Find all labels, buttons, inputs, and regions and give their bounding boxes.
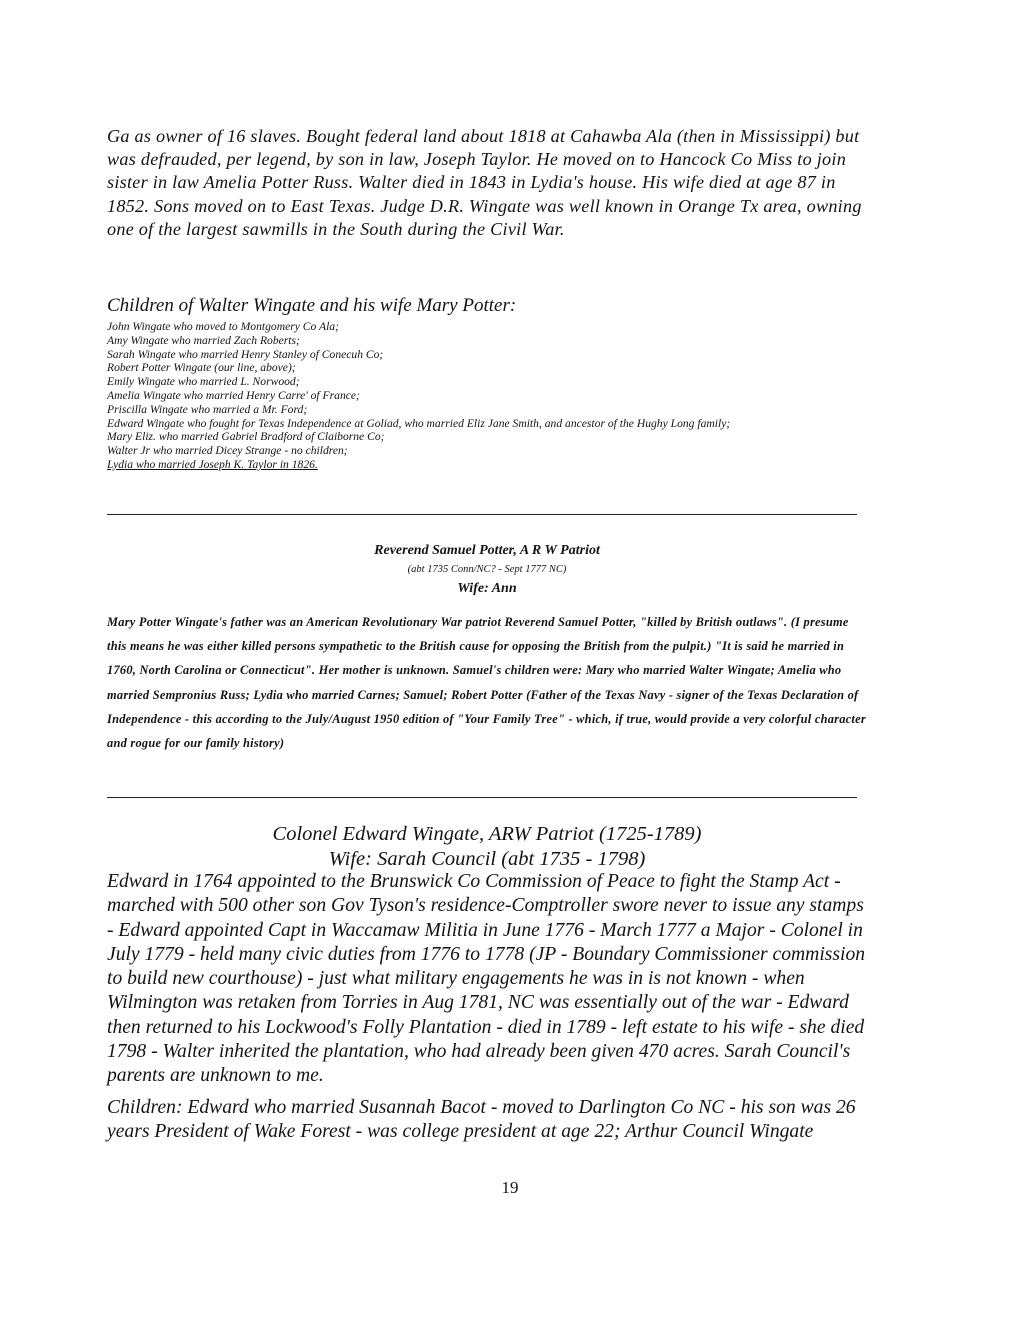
potter-body: Mary Potter Wingate's father was an American Revolutionary War patriot Reverend Samuel Potter, "killed by British outlaws". (I presume this means he was either killed persons sympathetic to the British cause for opposing the British from the pulpit.) "It is said he married in 1760, North Carolina or Connecticut". Her mother is unknown. Samuel's children were: Mary who married Walter Wingate; Amelia who married Sempronius Russ; Lydia who married Carnes; Samuel; Robert Potter (Father of the Texas Navy - signer of the Texas Declaration of Independence - this according to the July/August 1950 edition of "Your Family Tree" - which, if true, would provide a very colorful character and rogue for our family history) xyxy=(107,615,866,751)
potter-section xyxy=(107,540,867,755)
potter-wife: Wife: Ann xyxy=(457,581,517,596)
edward-body: Edward in 1764 appointed to the Brunswick Co Commission of Peace to fight the Stamp Act - marched with 500 other son Gov Tyson's residence-Comptroller swore never to issue any stamps - Edward appointed Capt in Waccamaw Militia in June 1776 - March 1777 a Major - Colonel in July 1779 - held many civic duties from 1776 to 1778 (JP - Boundary Commissioner commission to build new courthouse) - just what military engagements he was in is not known - when Wilmington was retaken from Torries in Aug 1781, NC was essentially out of the war - Edward then returned to his Lockwood's Folly Plantation - died in 1789 - left estate to his wife - she died 1798 - Walter inherited the plantation, who had already been given 470 acres. Sarah Council's parents are unknown to me. xyxy=(107,871,866,1087)
list-item: Edward Wingate who fought for Texas Independence at Goliad, who married Eliz Jane Smith, and ancestor of the Hughy Long family; xyxy=(107,416,731,430)
list-item: Walter Jr who married Dicey Strange - no children; xyxy=(107,444,348,458)
children-walter-title: Children of Walter Wingate and his wife Mary Potter: xyxy=(107,295,517,316)
children-walter-list xyxy=(107,320,867,472)
list-item: Lydia who married Joseph K. Taylor in 1826. xyxy=(107,457,318,471)
list-item: Robert Potter Wingate (our line, above); xyxy=(107,361,296,375)
potter-heading: Reverend Samuel Potter, A R W Patriot xyxy=(374,543,600,558)
list-item: Sarah Wingate who married Henry Stanley of Conecuh Co; xyxy=(107,347,384,361)
list-item: Amy Wingate who married Zach Roberts; xyxy=(107,333,300,347)
list-item: Priscilla Wingate who married a Mr. Ford; xyxy=(107,402,308,416)
list-item: Amelia Wingate who married Henry Carre' of France; xyxy=(107,388,360,402)
edward-header xyxy=(107,822,867,872)
list-item: Mary Eliz. who married Gabriel Bradford of Claiborne Co; xyxy=(107,430,385,444)
list-item: Emily Wingate who married L. Norwood; xyxy=(107,375,300,389)
edward-wife: Wife: Sarah Council (abt 1735 - 1798) xyxy=(328,848,646,870)
page-number: 19 xyxy=(501,1178,519,1197)
intro-paragraph: Ga as owner of 16 slaves. Bought federal land about 1818 at Cahawba Ala (then in Mississippi) but was defrauded, per legend, by son in law, Joseph Taylor. He moved on to Hancock Co Miss to join sister in law Amelia Potter Russ. Walter died in 1843 in Lydia's house. His wife died at age 87 in 1852. Sons moved on to East Texas. Judge D.R. Wingate was well known in Orange Tx area, owning one of the largest sawmills in the South during the Civil War. xyxy=(107,126,862,239)
edward-children: Children: Edward who married Susannah Bacot - moved to Darlington Co NC - his son was 26 years President of Wake Forest - was college president at age 22; Arthur Council Wingate xyxy=(107,1097,856,1143)
edward-heading: Colonel Edward Wingate, ARW Patriot (1725-1789) xyxy=(272,823,702,845)
list-item: John Wingate who moved to Montgomery Co Ala; xyxy=(107,320,339,333)
divider xyxy=(107,514,857,515)
potter-dates: (abt 1735 Conn/NC? - Sept 1777 NC) xyxy=(407,564,567,575)
divider xyxy=(107,797,857,798)
